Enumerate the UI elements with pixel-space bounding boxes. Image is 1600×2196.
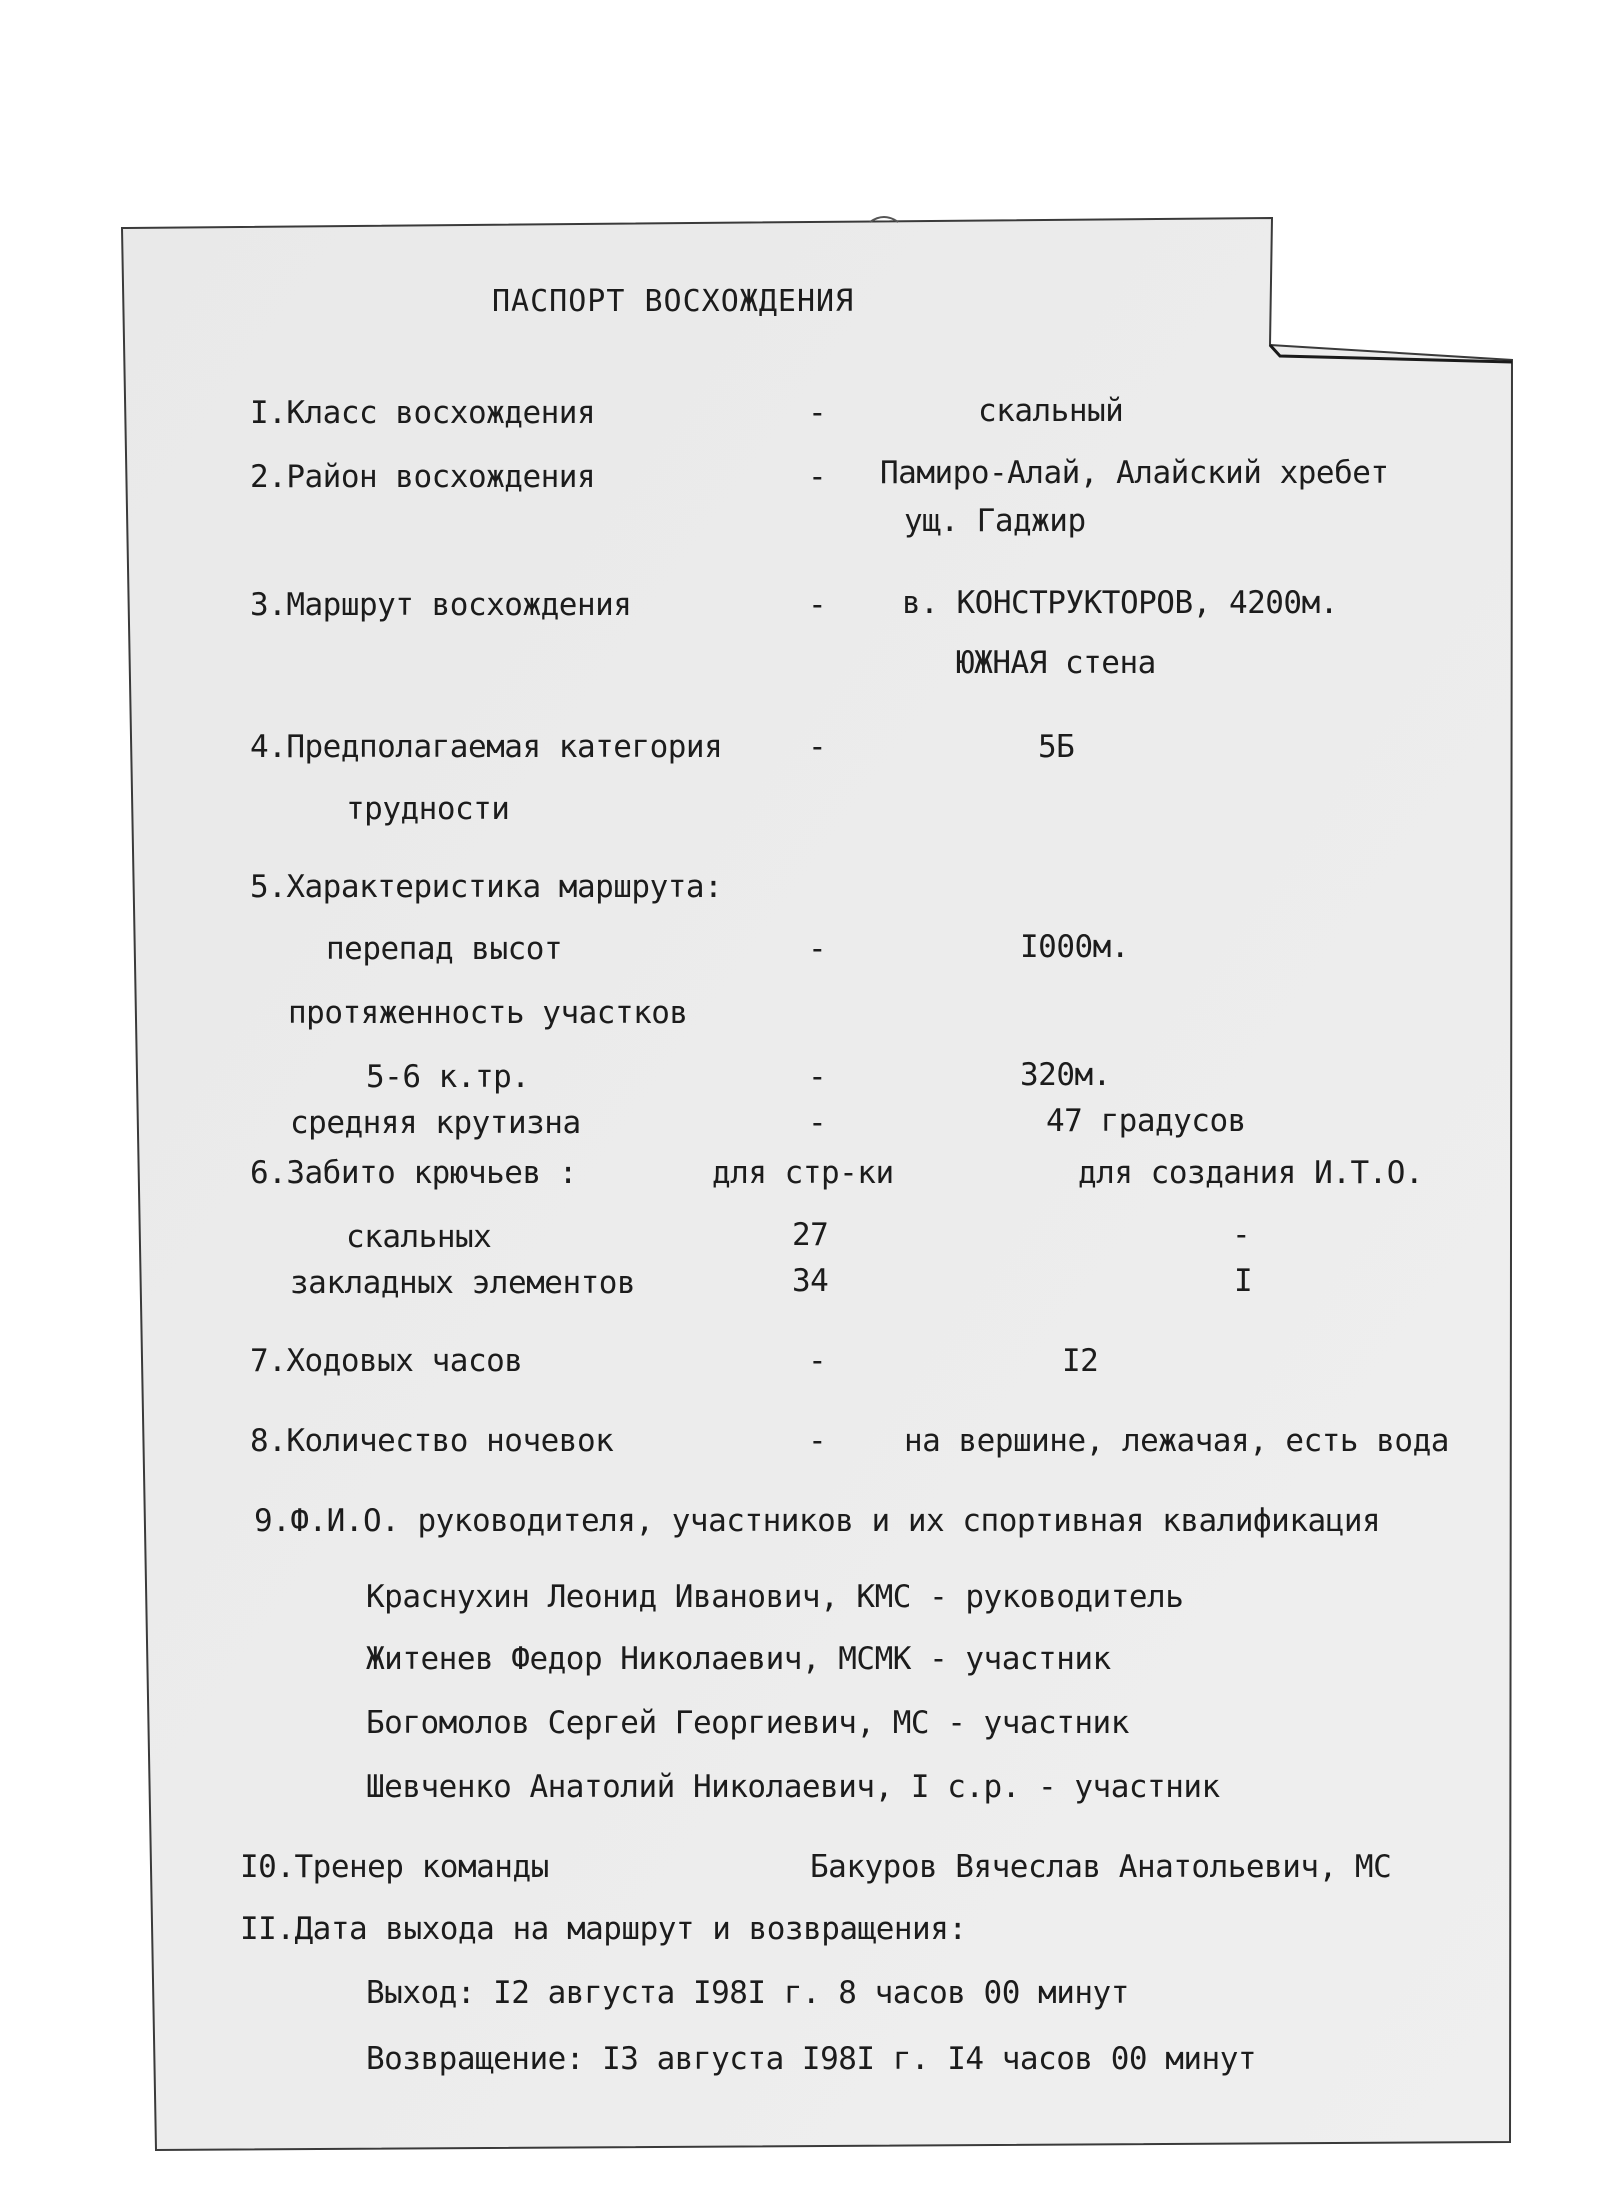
item-1-label: I.Класс восхождения: [250, 395, 596, 431]
item-1-value: скальный: [978, 393, 1124, 429]
steepness-value: 47 градусов: [1046, 1103, 1246, 1139]
grade-label: 5-6 к.тр.: [366, 1059, 530, 1095]
rock-pitons-belay: 27: [792, 1217, 829, 1253]
item-4-label-line2: трудности: [346, 791, 510, 827]
item-2-value-line2: ущ. Гаджир: [904, 503, 1086, 539]
height-drop-value: I000м.: [1020, 929, 1129, 965]
item-10-label: I0.Тренер команды: [240, 1849, 549, 1885]
item-2-value: Памиро-Алай, Алайский хребет: [880, 455, 1389, 491]
page-title: ПАСПОРТ ВОСХОЖДЕНИЯ: [492, 284, 855, 319]
member-4: Шевченко Анатолий Николаевич, I с.р. - участник: [366, 1769, 1220, 1805]
chocks-belay: 34: [792, 1263, 829, 1299]
rock-pitons-aid: -: [1232, 1217, 1251, 1253]
height-drop-dash: -: [808, 931, 827, 967]
item-3-value-line2: ЮЖНАЯ стена: [956, 645, 1156, 681]
item-10-value: Бакуров Вячеслав Анатольевич, МС: [810, 1849, 1392, 1885]
item-7-label: 7.Ходовых часов: [250, 1343, 523, 1379]
item-6-label: 6.Забито крючьев :: [250, 1155, 577, 1191]
member-leader: Краснухин Леонид Иванович, КМС - руководитель: [366, 1579, 1184, 1615]
item-2-dash: -: [808, 459, 827, 495]
grade-value: 320м.: [1020, 1057, 1111, 1093]
item-9-label: 9.Ф.И.О. руководителя, участников и их спортивная квалификация: [254, 1503, 1381, 1539]
pitons-col-belay: для стр-ки: [712, 1155, 894, 1191]
member-2: Житенев Федор Николаевич, МСМК - участник: [366, 1641, 1111, 1677]
steepness-label: средняя крутизна: [290, 1105, 581, 1141]
chocks-aid: I: [1234, 1263, 1253, 1299]
item-7-value: I2: [1062, 1343, 1099, 1379]
item-1-dash: -: [808, 395, 827, 431]
item-4-label: 4.Предполагаемая категория: [250, 729, 723, 765]
item-4-dash: -: [808, 729, 827, 765]
grade-dash: -: [808, 1059, 827, 1095]
steepness-dash: -: [808, 1105, 827, 1141]
item-5-label: 5.Характеристика маршрута:: [250, 869, 723, 905]
member-3: Богомолов Сергей Георгиевич, МС - участник: [366, 1705, 1129, 1741]
item-7-dash: -: [808, 1343, 827, 1379]
item-3-dash: -: [808, 587, 827, 623]
item-8-label: 8.Количество ночевок: [250, 1423, 614, 1459]
departure-line: Выход: I2 августа I98I г. 8 часов 00 минут: [366, 1975, 1129, 2011]
chocks-label: закладных элементов: [290, 1265, 636, 1301]
item-8-dash: -: [808, 1423, 827, 1459]
rock-pitons-label: скальных: [346, 1219, 492, 1255]
pitons-col-aid: для создания И.Т.О.: [1078, 1155, 1424, 1191]
item-11-label: II.Дата выхода на маршрут и возвращения:: [240, 1911, 967, 1947]
item-3-value: в. КОНСТРУКТОРОВ, 4200м.: [902, 585, 1338, 621]
length-label: протяженность участков: [288, 995, 688, 1031]
item-4-value: 5Б: [1038, 729, 1075, 765]
item-8-value: на вершине, лежачая, есть вода: [904, 1423, 1449, 1459]
item-3-label: 3.Маршрут восхождения: [250, 587, 632, 623]
height-drop-label: перепад высот: [326, 931, 563, 967]
item-2-label: 2.Район восхождения: [250, 459, 596, 495]
return-line: Возвращение: I3 августа I98I г. I4 часов 00 минут: [366, 2041, 1257, 2077]
